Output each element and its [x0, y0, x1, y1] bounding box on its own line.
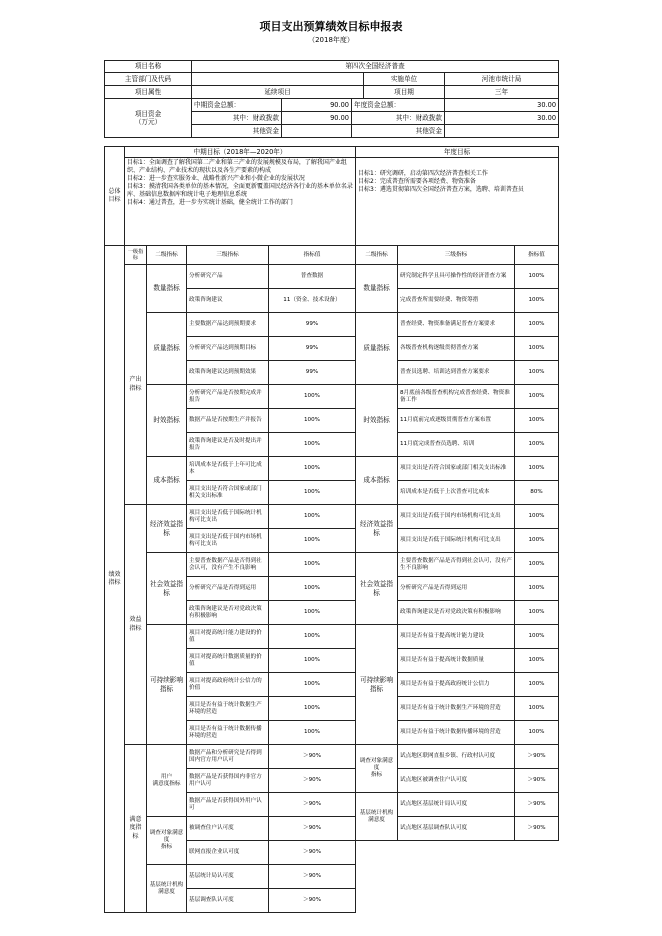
level2-right-output-0: 数量指标	[356, 265, 398, 313]
level3-right: 普查经费、物资准备满足普查方案要求	[398, 313, 515, 337]
level3-left: 项目是否有益于统计数据传播环境的营造	[187, 721, 269, 745]
value-left: 100%	[269, 505, 356, 529]
value-left: 100%	[269, 625, 356, 649]
value-right: 100%	[515, 697, 559, 721]
level3-right: 分析研究产品是否得到运用	[398, 577, 515, 601]
level3-left: 项目对提高统计数据质量的价值	[187, 649, 269, 673]
value-right: 100%	[515, 385, 559, 409]
value-left: 100%	[269, 697, 356, 721]
sat-item-left: 被调查住户认可度	[187, 817, 269, 841]
level2-effect-2: 可持续影响指标	[147, 625, 187, 745]
level3-right: 政策咨询建议是否对党政决策有积极影响	[398, 601, 515, 625]
value-right: 100%	[515, 289, 559, 313]
attr-label: 项目属性	[105, 86, 192, 99]
level3-left: 主要数据产品达到预期要求	[187, 313, 269, 337]
period-value: 三年	[445, 86, 559, 99]
basic-info-table	[104, 60, 559, 138]
sat-item-left: 数据产品是否获得国外用户认可	[187, 793, 269, 817]
level2-right-output-2: 时效指标	[356, 385, 398, 457]
project-name-value: 第四次全国经济普查	[192, 61, 559, 73]
value-left: 11（资金、技术设备）	[269, 289, 356, 313]
value-right: 100%	[515, 673, 559, 697]
year-fiscal-label: 其中：财政拨款	[352, 112, 445, 125]
mid-other-label: 其他资金	[192, 125, 282, 138]
sat-item-left: 联网直报企业认可度	[187, 841, 269, 865]
value-left: 100%	[269, 385, 356, 409]
effect-label: 效益指标	[125, 505, 147, 745]
mid-other-value	[282, 125, 352, 138]
value-right: 100%	[515, 433, 559, 457]
sat-item-right: 试点地区被调查住户认可度	[398, 769, 515, 793]
sat-user-label: 用户 满意度指标	[147, 745, 187, 817]
sat-value-left: ＞90%	[269, 745, 356, 769]
level3-left: 分析研究产品是否按期完成并报告	[187, 385, 269, 409]
level3-right: 项目是否有益于统计数据生产环境的营造	[398, 697, 515, 721]
level2-right-effect-0: 经济效益指标	[356, 505, 398, 553]
impl-value: 河池市统计局	[445, 73, 559, 86]
level3-right: 8月底前各级普查机构完成普查经费、物资准备工作	[398, 385, 515, 409]
level3-left: 分析研究产品达到预期目标	[187, 337, 269, 361]
value-left: 100%	[269, 673, 356, 697]
level3-left: 政策咨询建议是否对党政决策有积极影响	[187, 601, 269, 625]
sat-item-left: 数据产品是否获得国内非官方用户认可	[187, 769, 269, 793]
value-left: 100%	[269, 481, 356, 505]
mid-goal-text: 目标1：全面调查了解我国第二产业和第三产业的发展规模及布局，了解我国产业组织、产业结构、产业技术的现状以及各生产要素的构成 目标2：进一步查实服务业、战略性新兴产业和小微企业的发展状况 目标3：摸清我国各类单位的基本情况，全面更新覆盖国民经济各行业的基本单位名录库、基础信息数据库和统计电子地理信息系统 目标4：通过普查，进一步夯实统计基础，健全统计工作的部门	[125, 158, 356, 246]
header-level1: 一级指标	[125, 246, 147, 265]
dept-label: 主管部门及代码	[105, 73, 192, 86]
level3-right: 培训成本是否低于上次普查可比成本	[398, 481, 515, 505]
value-right: 100%	[515, 361, 559, 385]
level3-right: 项目是否有益于提高统计能力建设	[398, 625, 515, 649]
level3-right: 11月底前完成逐级贯彻普查方案布置	[398, 409, 515, 433]
level3-left: 政策咨询建议是否及时提出并报告	[187, 433, 269, 457]
level3-right: 主要普查数据产品是否得到社会认可，没有产生不良影响	[398, 553, 515, 577]
level3-right: 普查员选聘、培训达到普查方案要求	[398, 361, 515, 385]
sat-value-left: ＞90%	[269, 793, 356, 817]
impl-label: 实施单位	[364, 73, 445, 86]
value-left: 100%	[269, 553, 356, 577]
level2-output-0: 数量指标	[147, 265, 187, 313]
header-level2: 二级指标	[147, 246, 187, 265]
level2-right-output-3: 成本指标	[356, 457, 398, 505]
year-other-label: 其他资金	[352, 125, 445, 138]
value-left: 100%	[269, 457, 356, 481]
level3-right: 项目是否有益于提高政府统计公信力	[398, 673, 515, 697]
period-label: 项目期	[364, 86, 445, 99]
sat-obj-label: 调查对象满意度 指标	[147, 817, 187, 865]
value-right: 100%	[515, 265, 559, 289]
header-value: 指标值	[269, 246, 356, 265]
level3-right: 各级普查机构逐级贯彻普查方案	[398, 337, 515, 361]
level3-left: 项目支出是否低于国际统计机构可比支出	[187, 505, 269, 529]
sat-item-right: 试点地区基层统计局认可度	[398, 793, 515, 817]
goals-table	[104, 146, 559, 246]
value-left: 100%	[269, 601, 356, 625]
sat-value-right: ＞90%	[515, 769, 559, 793]
header-level3: 三级指标	[187, 246, 269, 265]
value-left: 100%	[269, 577, 356, 601]
sat-item-left: 数据产品和分析研究是否得到国内官方用户认可	[187, 745, 269, 769]
kpi-label: 绩效指标	[105, 246, 125, 913]
level3-right: 研究制定科学且具可操作性的经济普查方案	[398, 265, 515, 289]
sat-right-org-label: 基层统计机构满意度	[356, 793, 398, 841]
level3-right: 完成普查所需要经费、物资筹措	[398, 289, 515, 313]
level3-left: 分析研究产品	[187, 265, 269, 289]
sat-value-left: ＞90%	[269, 889, 356, 913]
sat-value-right: ＞90%	[515, 793, 559, 817]
mid-fiscal-value: 90.00	[282, 112, 352, 125]
level3-right: 项目支出是否符合国家或部门相关支出标准	[398, 457, 515, 481]
sat-value-left: ＞90%	[269, 817, 356, 841]
level3-left: 分析研究产品是否得到运用	[187, 577, 269, 601]
sat-item-left: 基层调查队认可度	[187, 889, 269, 913]
value-right: 100%	[515, 457, 559, 481]
project-name-label: 项目名称	[105, 61, 192, 73]
value-right: 100%	[515, 529, 559, 553]
value-right: 100%	[515, 313, 559, 337]
sat-item-left: 基层统计局认可度	[187, 865, 269, 889]
value-right: 100%	[515, 625, 559, 649]
value-right: 100%	[515, 505, 559, 529]
level3-left: 政策咨询建议达到预期效果	[187, 361, 269, 385]
dept-value	[192, 73, 364, 86]
level3-left: 项目支出是否符合国家或部门相关支出标准	[187, 481, 269, 505]
year-total-value: 30.00	[445, 99, 559, 112]
goals-label: 总体目标	[105, 147, 125, 246]
year-goal-text: 目标1：研究调研，启动第四次经济普查相关工作 目标2：完成普查所需要各项经费、物资准备 目标3：遴选贯彻第四次全国经济普查方案，选聘、培训普查员	[356, 158, 559, 246]
value-right: 80%	[515, 481, 559, 505]
level2-effect-0: 经济效益指标	[147, 505, 187, 553]
level2-output-1: 质量指标	[147, 313, 187, 385]
level3-left: 培训成本是否低于上年可比成本	[187, 457, 269, 481]
level2-right-output-1: 质量指标	[356, 313, 398, 385]
value-left: 100%	[269, 409, 356, 433]
sat-value-right: ＞90%	[515, 745, 559, 769]
funds-label: 项目资金 （万元）	[105, 99, 192, 138]
level3-left: 项目支出是否低于国内市场机构可比支出	[187, 529, 269, 553]
level3-left: 主要普查数据产品是否得到社会认可，没有产生不良影响	[187, 553, 269, 577]
level3-right: 项目是否有益于统计数据传播环境的营造	[398, 721, 515, 745]
value-left: 普查数据	[269, 265, 356, 289]
sat-right-obj-label: 调查对象满意度 指标	[356, 745, 398, 793]
attr-value: 延续项目	[192, 86, 364, 99]
value-left: 99%	[269, 361, 356, 385]
level2-right-effect-1: 社会效益指标	[356, 553, 398, 625]
value-right: 100%	[515, 577, 559, 601]
level3-right: 项目是否有益于提高统计数据质量	[398, 649, 515, 673]
value-right: 100%	[515, 721, 559, 745]
header-level3-right: 三级指标	[398, 246, 515, 265]
year-other-value	[445, 125, 559, 138]
value-right: 100%	[515, 601, 559, 625]
doc-year: （2018年度）	[308, 36, 354, 44]
level2-effect-1: 社会效益指标	[147, 553, 187, 625]
sat-value-left: ＞90%	[269, 841, 356, 865]
value-right: 100%	[515, 553, 559, 577]
level3-left: 数据产品是否按期生产并报告	[187, 409, 269, 433]
sat-item-right: 试点地区基层调查队认可度	[398, 817, 515, 841]
value-right: 100%	[515, 649, 559, 673]
value-right: 100%	[515, 337, 559, 361]
level3-right: 11月底完成普查员选聘、培训	[398, 433, 515, 457]
year-goal-header: 年度目标	[356, 147, 559, 158]
mid-total-value: 90.00	[282, 99, 352, 112]
level2-output-3: 成本指标	[147, 457, 187, 505]
year-fiscal-value: 30.00	[445, 112, 559, 125]
value-left: 100%	[269, 721, 356, 745]
level3-right: 项目支出是否低于国际统计机构可比支出	[398, 529, 515, 553]
value-left: 99%	[269, 337, 356, 361]
sat-value-left: ＞90%	[269, 769, 356, 793]
header-level2-right: 二级指标	[356, 246, 398, 265]
sat-org-label: 基层统计机构满意度	[147, 865, 187, 913]
level3-left: 项目对提高政府统计公信力的价值	[187, 673, 269, 697]
value-left: 100%	[269, 649, 356, 673]
level3-right: 项目支出是否低于国内市场机构可比支出	[398, 505, 515, 529]
value-left: 100%	[269, 433, 356, 457]
sat-item-right: 试点地区联网直报乡镇、行政村认可度	[398, 745, 515, 769]
doc-title: 项目支出预算绩效目标申报表	[259, 20, 403, 33]
value-left: 99%	[269, 313, 356, 337]
mid-total-label: 中期资金总额：	[192, 99, 282, 112]
level3-left: 项目是否有益于统计数据生产环境的营造	[187, 697, 269, 721]
header-value-right: 指标值	[515, 246, 559, 265]
year-total-label: 年度资金总额：	[352, 99, 445, 112]
sat-label: 满意度指标	[125, 745, 147, 913]
indicator-table	[104, 245, 559, 913]
sat-value-right: ＞90%	[515, 817, 559, 841]
level2-right-effect-2: 可持续影响指标	[356, 625, 398, 745]
output-label: 产出指标	[125, 265, 147, 505]
mid-goal-header: 中期目标（2018年—2020年）	[125, 147, 356, 158]
blank-area	[356, 841, 559, 913]
level3-left: 项目对提高统计能力建设的价值	[187, 625, 269, 649]
level2-output-2: 时效指标	[147, 385, 187, 457]
value-left: 100%	[269, 529, 356, 553]
level3-left: 政策咨询建议	[187, 289, 269, 313]
mid-fiscal-label: 其中：财政拨款	[192, 112, 282, 125]
sat-value-left: ＞90%	[269, 865, 356, 889]
value-right: 100%	[515, 409, 559, 433]
